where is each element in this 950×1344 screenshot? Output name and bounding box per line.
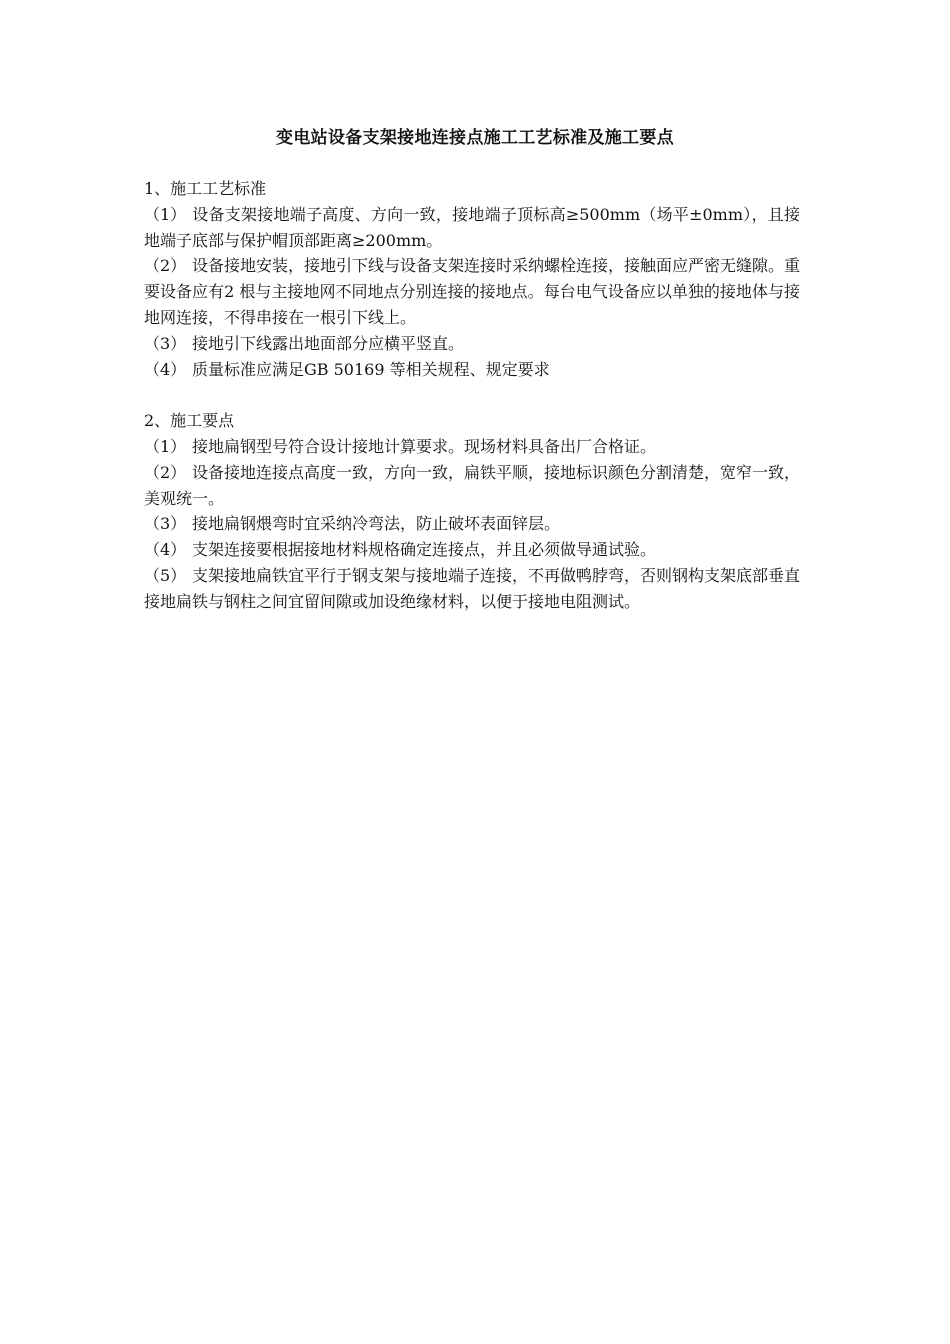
list-item [144, 331, 800, 357]
item-number: （4） [144, 540, 187, 560]
document-body [144, 176, 800, 615]
item-text: 支架连接要根据接地材料规格确定连接点，并且必须做导通试验。 [192, 540, 657, 560]
item-number: （1） [144, 204, 187, 224]
item-text: 设备接地安装，接地引下线与设备支架连接时采纳螺栓连接，接触面应严密无缝隙。重要设备应有2 根与主接地网不同地点分别连接的接地点。每台电气设备应以单独的接地体与接地网连接，不得串接在一根引下线上。 [144, 256, 801, 327]
item-number: （1） [144, 436, 187, 456]
item-text: 接地扁钢煨弯时宜采纳冷弯法，防止破坏表面锌层。 [192, 514, 561, 534]
section-construction-standards [144, 176, 800, 382]
list-item [144, 253, 800, 330]
list-item [144, 357, 800, 383]
list-item [144, 202, 800, 254]
section-heading: 2、施工要点 [144, 411, 235, 431]
item-text: 接地引下线露出地面部分应横平竖直。 [192, 333, 465, 353]
list-item [144, 460, 800, 512]
item-number: （3） [144, 514, 187, 534]
list-item [144, 537, 800, 563]
item-text: 设备支架接地端子高度、方向一致，接地端子顶标高≥500mm（场平±0mm），且接地端子底部与保护帽顶部距离≥200mm。 [144, 204, 800, 250]
document-title: 变电站设备支架接地连接点施工工艺标准及施工要点 [276, 128, 674, 148]
list-item [144, 563, 800, 615]
item-number: （2） [144, 256, 187, 276]
item-text: 接地扁钢型号符合设计接地计算要求。现场材料具备出厂合格证。 [192, 436, 657, 456]
section-heading: 1、施工工艺标准 [144, 179, 267, 198]
item-number: （3） [144, 333, 187, 353]
item-number: （5） [144, 565, 187, 585]
item-text: 设备接地连接点高度一致，方向一致，扁铁平顺，接地标识颜色分割清楚，宽窄一致，美观统一。 [144, 462, 801, 508]
item-text: 质量标准应满足GB 50169 等相关规程、规定要求 [192, 359, 550, 379]
section-construction-key-points [144, 408, 800, 614]
item-number: （2） [144, 462, 187, 482]
list-item [144, 511, 800, 537]
list-item [144, 434, 800, 460]
item-number: （4） [144, 359, 187, 379]
item-text: 支架接地扁铁宜平行于钢支架与接地端子连接，不再做鸭脖弯，否则钢构支架底部垂直接地扁铁与钢柱之间宜留间隙或加设绝缘材料，以便于接地电阻测试。 [144, 565, 801, 611]
